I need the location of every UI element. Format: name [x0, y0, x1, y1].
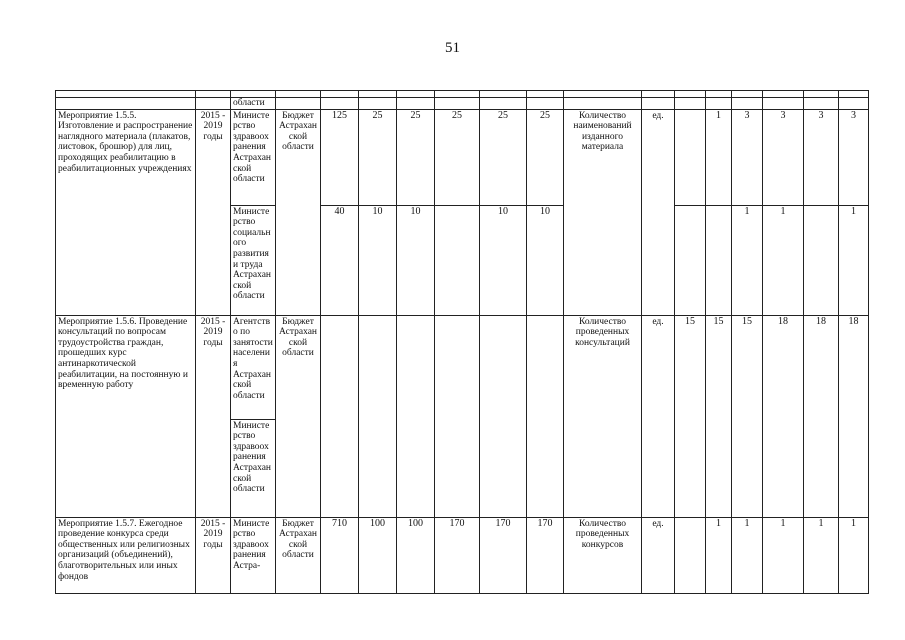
- amount-cell: 100: [397, 517, 435, 593]
- target-cell: 3: [839, 109, 869, 205]
- table-row: [56, 109, 869, 205]
- amount-cell: 25: [359, 109, 397, 205]
- target-cell: 1: [706, 517, 732, 593]
- target-cell: 15: [675, 315, 706, 517]
- amount-cell: 170: [527, 517, 564, 593]
- page-number: 51: [445, 40, 460, 56]
- amount-cell: 25: [435, 109, 480, 205]
- unit-cell: ед.: [642, 517, 675, 593]
- amount-cell: 710: [321, 517, 359, 593]
- target-cell: 1: [839, 517, 869, 593]
- target-cell: 3: [763, 109, 804, 205]
- amount-cell: 10: [480, 205, 527, 315]
- amount-cell: 10: [359, 205, 397, 315]
- amount-cell: 25: [397, 109, 435, 205]
- table-row: [56, 315, 869, 419]
- table-row: [56, 517, 869, 593]
- amount-cell: 25: [527, 109, 564, 205]
- amount-cell: 10: [397, 205, 435, 315]
- target-cell: 1: [732, 205, 763, 315]
- period-cell: 2015 - 2019 годы: [196, 315, 231, 517]
- amount-cell: 25: [480, 109, 527, 205]
- period-cell: 2015 - 2019 годы: [196, 109, 231, 315]
- activity-cell: Мероприятие 1.5.5. Изготовление и распространение наглядного материала (плакатов, листовок, брошюр) для лиц, проходящих реабилитацию в реабилитационных учреждениях: [56, 109, 196, 315]
- target-cell: [804, 205, 839, 315]
- funding-cell: Бюджет Астраханской области: [276, 315, 321, 517]
- target-cell: 1: [763, 517, 804, 593]
- indicator-cell: Количество наименований изданного материала: [564, 109, 642, 315]
- target-cell: [675, 205, 706, 315]
- amount-cell: [435, 205, 480, 315]
- target-cell: 15: [732, 315, 763, 517]
- activity-cell: Мероприятие 1.5.6. Проведение консультаций по вопросам трудоустройства граждан, прошедших курс антинаркотической реабилитации, на постоянную и временную работу: [56, 315, 196, 517]
- target-cell: 1: [839, 205, 869, 315]
- amount-cell: 170: [480, 517, 527, 593]
- target-cell: 1: [763, 205, 804, 315]
- program-table: [55, 90, 869, 594]
- header-fragment-row: [56, 91, 869, 98]
- target-cell: [675, 517, 706, 593]
- target-cell: 15: [706, 315, 732, 517]
- unit-cell: ед.: [642, 109, 675, 315]
- org-cell: Министерство социального развития и труда Астраханской области: [231, 205, 276, 315]
- target-cell: 18: [839, 315, 869, 517]
- activity-cell: Мероприятие 1.5.7. Ежегодное проведение конкурса среди общественных или религиозных организаций (объединений), благотворительных или иных фондов: [56, 517, 196, 593]
- amount-cell: 125: [321, 109, 359, 205]
- org-tail-cell: области: [231, 98, 276, 110]
- org-cell: Министерство здравоохранения Астраханской области: [231, 419, 276, 517]
- target-cell: [675, 109, 706, 205]
- amount-cell: 170: [435, 517, 480, 593]
- target-cell: 18: [763, 315, 804, 517]
- amount-cell: 40: [321, 205, 359, 315]
- amount-cell: 10: [527, 205, 564, 315]
- org-cell: Министерство здравоохранения Астра-: [231, 517, 276, 593]
- target-cell: 1: [706, 109, 732, 205]
- amount-cell: 100: [359, 517, 397, 593]
- continuation-row: [56, 98, 869, 110]
- target-cell: [706, 205, 732, 315]
- target-cell: 1: [804, 517, 839, 593]
- funding-cell: Бюджет Астраханской области: [276, 109, 321, 315]
- indicator-cell: Количество проведенных консультаций: [564, 315, 642, 517]
- indicator-cell: Количество проведенных конкурсов: [564, 517, 642, 593]
- target-cell: 1: [732, 517, 763, 593]
- funding-cell: Бюджет Астраханской области: [276, 517, 321, 593]
- target-cell: 18: [804, 315, 839, 517]
- org-cell: Агентство по занятости населения Астраханской области: [231, 315, 276, 419]
- target-cell: 3: [732, 109, 763, 205]
- target-cell: 3: [804, 109, 839, 205]
- period-cell: 2015 - 2019 годы: [196, 517, 231, 593]
- unit-cell: ед.: [642, 315, 675, 517]
- org-cell: Министерство здравоохранения Астраханской области: [231, 109, 276, 205]
